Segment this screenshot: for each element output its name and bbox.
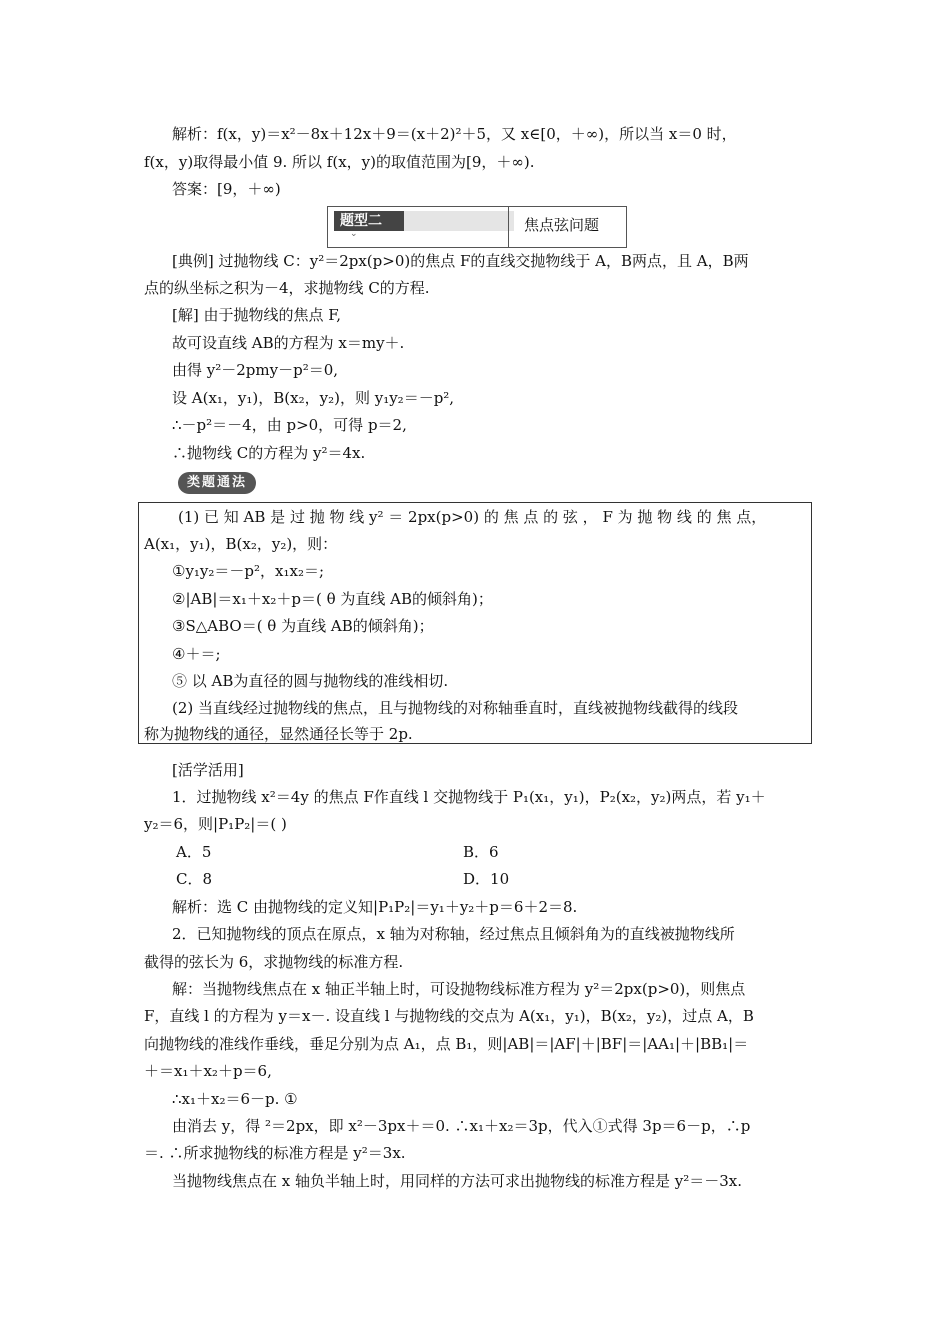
solution-line-1: [解] 由于抛物线的焦点 F, [172, 306, 342, 324]
q2-solution-2: F，直线 l 的方程为 y＝x－. 设直线 l 与抛物线的交点为 A(x₁，y₁)，B(x₂，y₂)，过点 A，B [144, 1007, 754, 1025]
practice-header: [活学活用] [172, 761, 244, 779]
section-tag-label: 题型二 [334, 211, 404, 231]
solution-line-6: ∴抛物线 C的方程为 y²＝4x. [172, 444, 366, 462]
method-badge: 类题通法 [178, 472, 256, 494]
solution-line-5: ∴－p²＝－4，由 p>0，可得 p＝2, [172, 416, 407, 434]
q2-line-1: 2．已知抛物线的顶点在原点，x 轴为对称轴，经过焦点且倾斜角为的直线被抛物线所 [172, 925, 735, 943]
q2-solution-6: 由消去 y，得 ²＝2px，即 x²－3px＋＝0. ∴x₁＋x₂＝3p，代入①式得 3p＝6－p，∴p [172, 1117, 751, 1135]
q2-solution-3: 向抛物线的准线作垂线，垂足分别为点 A₁，点 B₁，则|AB|＝|AF|＋|BF|＝|AA₁|＋|BB₁|＝ [144, 1035, 749, 1053]
intro-answer: 答案：[9，＋∞) [172, 180, 281, 198]
q2-solution-4: ＋＝x₁＋x₂＋p＝6, [144, 1062, 272, 1080]
example-line-2: 点的纵坐标之积为－4，求抛物线 C的方程. [144, 279, 430, 297]
section-divider [508, 207, 509, 247]
solution-line-2: 故可设直线 AB的方程为 x＝my＋. [172, 334, 405, 352]
method-line-2: A(x₁，y₁)，B(x₂，y₂)，则： [144, 535, 338, 553]
method-line-7: ⑤ 以 AB为直径的圆与抛物线的准线相切. [172, 672, 449, 690]
q2-solution-5: ∴x₁＋x₂＝6－p. ① [172, 1090, 298, 1108]
option-a: A．5 [176, 843, 212, 861]
q1-solution: 解析：选 C 由抛物线的定义知|P₁P₂|＝y₁＋y₂＋p＝6＋2＝8. [172, 898, 578, 916]
caret-icon: ⌄ [350, 229, 358, 239]
solution-line-3: 由得 y²－2pmy－p²＝0, [172, 361, 339, 379]
method-line-3: ①y₁y₂＝－p²，x₁x₂＝; [172, 562, 325, 580]
q2-line-2: 截得的弦长为 6，求抛物线的标准方程. [144, 953, 404, 971]
method-line-9: 称为抛物线的通径，显然通径长等于 2p. [144, 725, 413, 743]
method-line-8: (2) 当直线经过抛物线的焦点，且与抛物线的对称轴垂直时，直线被抛物线截得的线段 [172, 699, 739, 717]
option-d: D．10 [463, 870, 510, 888]
q2-solution-7: ＝. ∴所求抛物线的标准方程是 y²＝3x. [144, 1144, 406, 1162]
q1-line-2: y₂＝6，则|P₁P₂|＝( ) [144, 815, 287, 833]
method-line-6: ④＋＝; [172, 645, 221, 663]
solution-line-4: 设 A(x₁，y₁)，B(x₂，y₂)，则 y₁y₂＝－p², [172, 389, 455, 407]
example-line-1: [典例] 过抛物线 C：y²＝2px(p>0)的焦点 F的直线交抛物线于 A，B两点，且 A，B两 [172, 252, 749, 270]
q2-solution-8: 当抛物线焦点在 x 轴负半轴上时，用同样的方法可求出抛物线的标准方程是 y²＝－3x. [172, 1172, 743, 1190]
method-line-5: ③S△ABO＝( θ 为直线 AB的倾斜角)； [172, 617, 434, 635]
option-b: B．6 [463, 843, 499, 861]
section-header [327, 206, 627, 248]
section-title: 焦点弦问题 [524, 216, 600, 234]
q2-solution-1: 解：当抛物线焦点在 x 轴正半轴上时，可设抛物线标准方程为 y²＝2px(p>0)，则焦点 [172, 980, 746, 998]
option-c: C．8 [176, 870, 213, 888]
q1-line-1: 1．过抛物线 x²＝4y 的焦点 F作直线 l 交抛物线于 P₁(x₁，y₁)，P₂(x₂，y₂)两点，若 y₁＋ [172, 788, 766, 806]
intro-line-2: f(x，y)取得最小值 9. 所以 f(x，y)的取值范围为[9，＋∞). [144, 153, 535, 171]
method-line-1: (1) 已 知 AB 是 过 抛 物 线 y² ＝ 2px(p>0) 的 焦 点 的 弦 ， F 为 抛 物 线 的 焦 点， [178, 508, 767, 526]
intro-line-1: 解析：f(x，y)＝x²－8x＋12x＋9＝(x＋2)²＋5，又 x∈[0，＋∞)，所以当 x＝0 时， [172, 125, 737, 143]
section-tag [334, 211, 514, 231]
method-line-4: ②|AB|＝x₁＋x₂＋p＝( θ 为直线 AB的倾斜角)； [172, 590, 493, 608]
